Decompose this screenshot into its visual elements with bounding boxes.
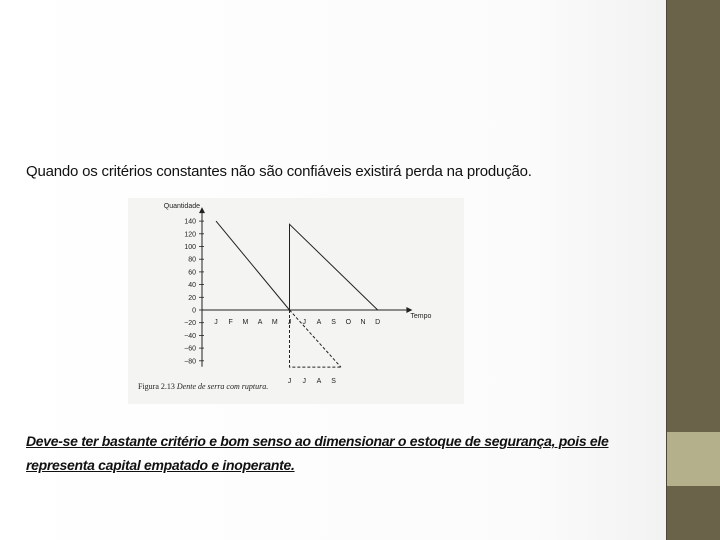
x-tick-label: J [214, 319, 218, 326]
x-tick-label: A [316, 319, 322, 326]
x-tick-label: O [345, 319, 352, 326]
x-axis-title: Tempo [410, 313, 432, 320]
y-tick-label: 80 [188, 256, 196, 264]
figure-caption [138, 382, 268, 391]
y-tick-label: −80 [184, 358, 196, 366]
x-tick-label-lower: J [287, 377, 292, 385]
side-accent-block [666, 432, 720, 486]
y-tick-label: −40 [184, 332, 196, 340]
x-tick-label: F [228, 319, 233, 326]
x-tick-label: J [302, 319, 306, 326]
sawtooth-figure [128, 198, 464, 404]
side-divider [666, 0, 667, 540]
x-tick-label: M [271, 319, 278, 326]
conclusion-line-1: Deve-se ter bastante critério e bom senso ao dimensionar o estoque de segurança, pois ele [26, 433, 609, 449]
y-tick-label: 40 [188, 282, 196, 290]
series-line-2 [290, 224, 378, 310]
x-tick-label: M [242, 319, 249, 326]
y-tick-label: 140 [184, 218, 196, 226]
conclusion-line-2: representa capital empatado e inoperante. [26, 457, 295, 473]
y-tick-label: −20 [184, 320, 196, 328]
y-tick-label: 20 [188, 294, 196, 302]
caption-number: Figura 2.13 [138, 382, 175, 391]
x-tick-label-lower: J [302, 377, 306, 385]
y-tick-label: 60 [188, 269, 196, 277]
x-tick-label: D [375, 319, 381, 326]
intro-text: Quando os critérios constantes não são confiáveis existirá perda na produção. [26, 163, 532, 180]
y-tick-label: 0 [192, 307, 196, 315]
x-tick-label: J [287, 319, 292, 326]
y-tick-label: 120 [184, 231, 196, 239]
caption-text: Dente de serra com ruptura. [176, 382, 269, 391]
x-tick-label: S [331, 319, 336, 326]
series-line-1 [216, 221, 290, 310]
y-axis-title: Quantidade [163, 203, 200, 211]
x-tick-label: A [257, 319, 263, 326]
conclusion-text [26, 429, 666, 477]
x-tick-label-lower: A [316, 377, 322, 385]
x-tick-label: N [360, 319, 366, 326]
y-tick-label: −60 [184, 345, 196, 353]
sawtooth-chart [128, 198, 464, 404]
y-tick-label: 100 [184, 244, 196, 251]
x-tick-label-lower: S [331, 377, 336, 385]
